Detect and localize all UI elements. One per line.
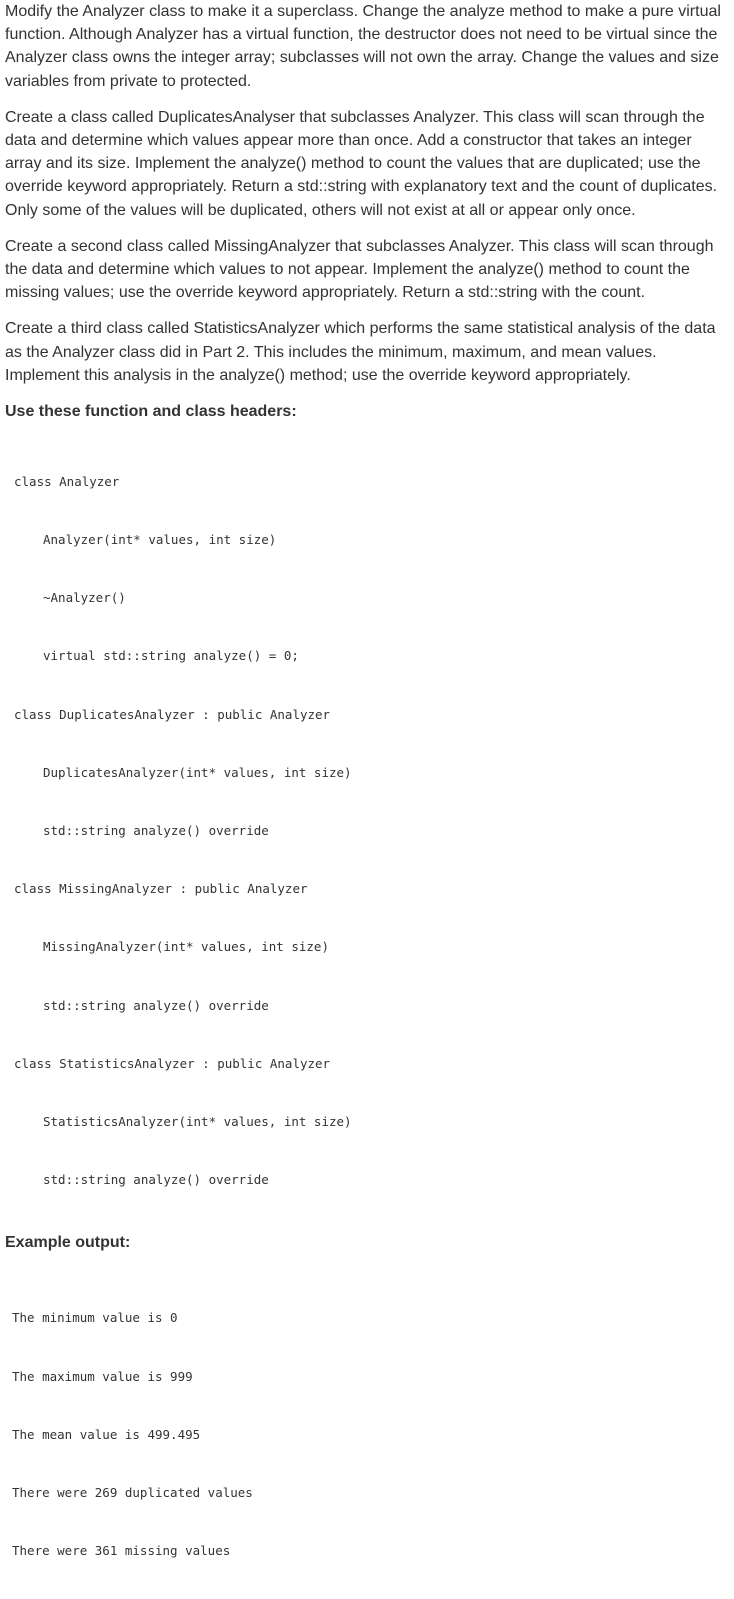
code-line: std::string analyze() override	[14, 996, 731, 1015]
output-line: There were 269 duplicated values	[12, 1483, 731, 1502]
code-line: virtual std::string analyze() = 0;	[14, 646, 731, 665]
code-line: class StatisticsAnalyzer : public Analyzer	[14, 1054, 731, 1073]
code-line: std::string analyze() override	[14, 821, 731, 840]
output-line: The minimum value is 0	[12, 1308, 731, 1327]
headers-heading: Use these function and class headers:	[5, 400, 731, 423]
paragraph-superclass: Modify the Analyzer class to make it a superclass. Change the analyze method to make a pure virtual function. Although Analyzer has a virtual function, the destructor does not need to be virtual since the Analyzer class owns the integer array; subclasses will not own the array. Change the values and size variables from private to protected.	[5, 0, 731, 93]
code-line: MissingAnalyzer(int* values, int size)	[14, 937, 731, 956]
code-line: Analyzer(int* values, int size)	[14, 530, 731, 549]
output-line: There were 361 missing values	[12, 1541, 731, 1560]
example-output-heading: Example output:	[5, 1231, 731, 1254]
paragraph-statistics-analyzer: Create a third class called StatisticsAnalyzer which performs the same statistical analysis of the data as the Analyzer class did in Part 2. This includes the minimum, maximum, and mean values. Implement this analysis in the analyze() method; use the override keyword appropriately.	[5, 317, 731, 387]
output-line: The mean value is 499.495	[12, 1425, 731, 1444]
class-headers-code-block	[14, 433, 731, 1228]
code-line: StatisticsAnalyzer(int* values, int size)	[14, 1112, 731, 1131]
code-line: std::string analyze() override	[14, 1170, 731, 1189]
document-page	[5, 0, 731, 1599]
code-line: class DuplicatesAnalyzer : public Analyzer	[14, 705, 731, 724]
output-line: The maximum value is 999	[12, 1367, 731, 1386]
code-line: ~Analyzer()	[14, 588, 731, 607]
code-line: class Analyzer	[14, 472, 731, 491]
paragraph-missing-analyzer: Create a second class called MissingAnalyzer that subclasses Analyzer. This class will scan through the data and determine which values to not appear. Implement the analyze() method to count the missing values; use the override keyword appropriately. Return a std::string with the count.	[5, 235, 731, 305]
example-output-block	[12, 1270, 731, 1599]
paragraph-duplicates-analyser: Create a class called DuplicatesAnalyser that subclasses Analyzer. This class will scan through the data and determine which values appear more than once. Add a constructor that takes an integer array and its size. Implement the analyze() method to count the values that are duplicated; use the override keyword appropriately. Return a std::string with explanatory text and the count of duplicates. Only some of the values will be duplicated, others will not exist at all or appear only once.	[5, 106, 731, 222]
code-line: DuplicatesAnalyzer(int* values, int size)	[14, 763, 731, 782]
code-line: class MissingAnalyzer : public Analyzer	[14, 879, 731, 898]
